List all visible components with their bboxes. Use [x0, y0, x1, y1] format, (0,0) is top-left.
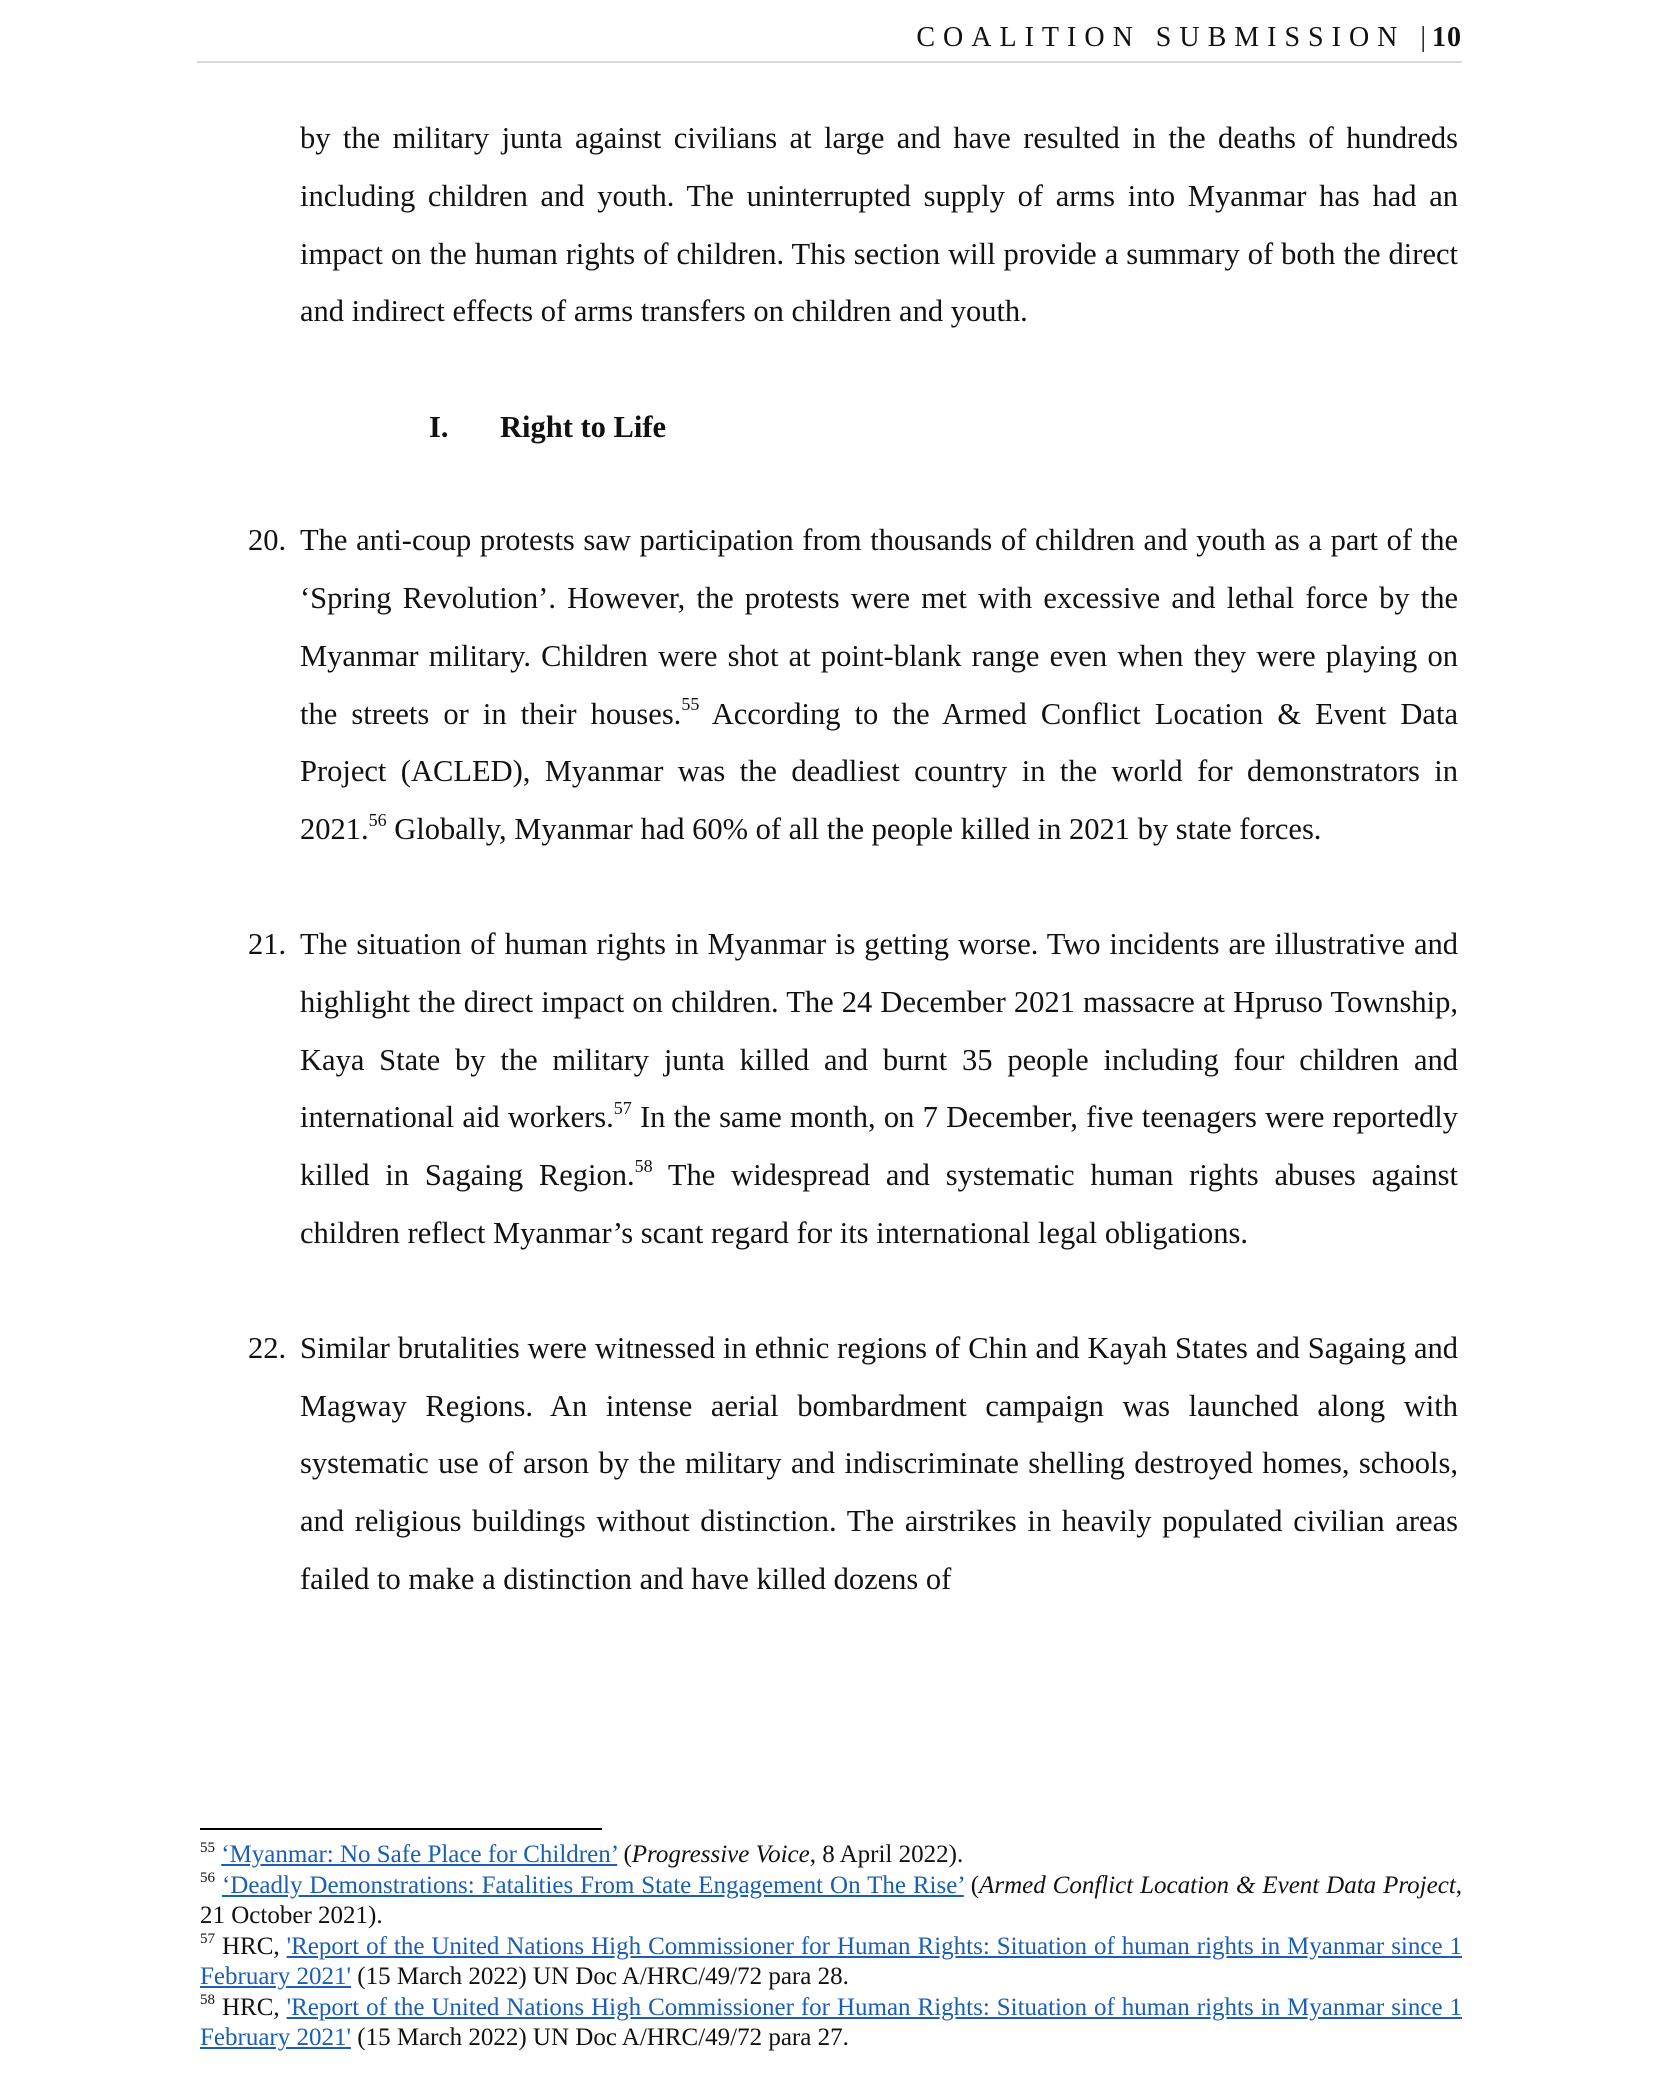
page-number: 10 — [1432, 22, 1462, 53]
page-header — [197, 22, 1462, 62]
numbered-paragraph-20 — [248, 512, 1458, 859]
intro-paragraph: by the military junta against civilians at large and have resulted in the deaths of hundreds including children and youth. The uninterrupted supply of arms into Myanmar has had an impact on the human rights of children. This section will provide a summary of both the direct and indirect effects of arms transfers on children and youth. — [300, 121, 1458, 329]
header-title — [916, 22, 1462, 54]
numbered-paragraph-21 — [248, 916, 1458, 1263]
header-separator: | — [1420, 22, 1426, 53]
text-run: The widespread and systematic human rights abuses against children reflect Myanmar’s scant regard for its international legal obligations. — [300, 1158, 1458, 1250]
footnote-ref-57[interactable]: 57 — [613, 1098, 632, 1119]
paragraph-number: 21. — [248, 926, 287, 961]
text-run: The anti-coup protests saw participation from thousands of children and youth as a part of the ‘Spring Revolution’. However, the protests were met with excessive and lethal force by the Myanmar military. Children were shot at point-blank range even when they were playing on the streets or in their houses. — [300, 523, 1458, 731]
header-rule — [197, 61, 1462, 63]
footnote-source: Progressive Voice — [631, 1841, 810, 1868]
footnote-text: (15 March 2022) UN Doc A/HRC/49/72 para 28. — [351, 1963, 849, 1990]
footnote-source: Armed Conflict Location & Event Data Project — [979, 1871, 1456, 1899]
text-run: Globally, Myanmar had 60% of all the people killed in 2021 by state forces. — [386, 812, 1322, 847]
footnote-55 — [200, 1840, 1462, 1871]
footnote-number: 58 — [200, 1992, 215, 2009]
footnote-58 — [200, 1993, 1462, 2054]
footnote-ref-55[interactable]: 55 — [681, 694, 700, 715]
footnote-link[interactable]: ‘Myanmar: No Safe Place for Children’ — [221, 1841, 618, 1868]
numbered-paragraph-22 — [248, 1320, 1458, 1609]
section-heading — [300, 398, 1458, 456]
paragraph-number: 20. — [248, 523, 287, 558]
footnote-text: (15 March 2022) UN Doc A/HRC/49/72 para 27. — [351, 2024, 849, 2051]
footnote-ref-58[interactable]: 58 — [634, 1156, 653, 1176]
paragraph-text — [300, 512, 1458, 859]
footnote-link[interactable]: 'Report of the United Nations High Commissioner for Human Rights: Situation of human rights in Myanmar since 1 February 2021' — [200, 1932, 1463, 1990]
paragraph-text — [300, 916, 1458, 1263]
footnote-rule — [200, 1828, 602, 1830]
section-number: I. — [429, 410, 449, 445]
footnotes — [200, 1828, 1462, 2054]
footnote-text: ( — [963, 1871, 980, 1899]
paragraph-number: 22. — [248, 1330, 287, 1365]
page-body — [248, 110, 1458, 1666]
section-title: Right to Life — [500, 410, 667, 445]
footnote-number: 57 — [200, 1931, 215, 1948]
footnote-text: ( — [617, 1841, 632, 1868]
footnote-link[interactable]: ‘Deadly Demonstrations: Fatalities From State Engagement On The Rise’ — [221, 1871, 964, 1899]
footnote-text: , 21 October 2021). — [200, 1871, 1463, 1929]
footnote-57 — [200, 1932, 1462, 1993]
footnote-prefix: HRC, — [221, 1932, 287, 1960]
text-run: According to the Armed Conflict Location & Event Data Project (ACLED), Myanmar was the deadliest country in the world for demonstrators in 2021. — [300, 696, 1458, 847]
text-run: The situation of human rights in Myanmar is getting worse. Two incidents are illustrative and highlight the direct impact on children. The 24 December 2021 massacre at Hpruso Township, Kaya State by the military junta killed and burnt 35 people including four children and international aid workers. — [300, 926, 1458, 1135]
text-run: In the same month, on 7 December, five teenagers were reportedly killed in Sagaing Region. — [300, 1100, 1458, 1193]
footnote-text: , 8 April 2022). — [809, 1841, 964, 1868]
footnote-link[interactable]: 'Report of the United Nations High Commissioner for Human Rights: Situation of human rights in Myanmar since 1 February 2021' — [200, 1993, 1463, 2051]
footnote-prefix: HRC, — [221, 1993, 287, 2021]
footnote-number: 55 — [200, 1839, 215, 1856]
footnote-number: 56 — [200, 1870, 215, 1887]
footnote-56 — [200, 1871, 1462, 1932]
footnote-ref-56[interactable]: 56 — [368, 810, 387, 831]
paragraph-text: Similar brutalities were witnessed in ethnic regions of Chin and Kayah States and Sagaing and Magway Regions. An intense aerial bombardment campaign was launched along with systematic use of arson by the military and indiscriminate shelling destroyed homes, schools, and religious buildings without distinction. The airstrikes in heavily populated civilian areas failed to make a distinction and have killed dozens of — [300, 1330, 1458, 1596]
document-title: COALITION SUBMISSION — [916, 22, 1406, 53]
